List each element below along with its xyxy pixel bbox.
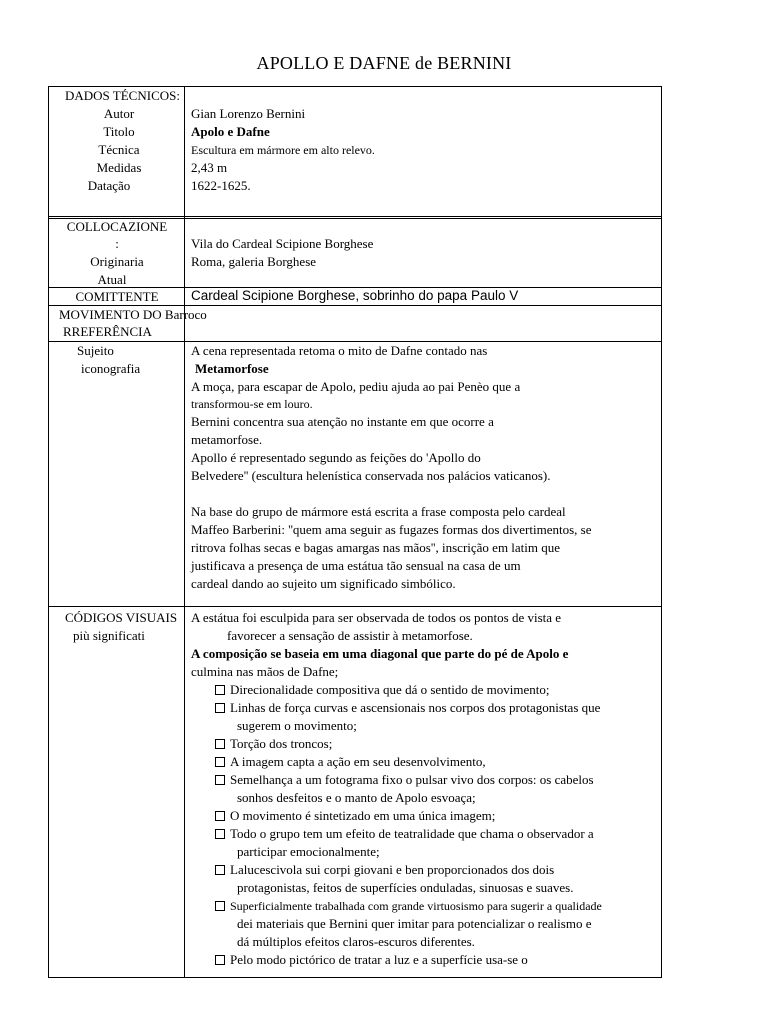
- bullet-continuation: sugerem o movimento;: [237, 718, 357, 733]
- bullet-box-icon: [215, 811, 225, 821]
- bullet-continuation: sonhos desfeitos e o manto de Apolo esvoaça;: [237, 790, 476, 805]
- piu-significati-label: più significati: [73, 628, 145, 643]
- sujeito-line: transformou-se em louro.: [191, 397, 313, 411]
- sujeito-line: Apollo é representado segundo as feições do 'Apollo do: [191, 450, 481, 465]
- bullet-box-icon: [215, 703, 225, 713]
- collocazione-atual: Roma, galeria Borghese: [191, 254, 317, 269]
- page-title: APOLLO E DAFNE de BERNINI: [256, 53, 512, 73]
- row-divider: [49, 216, 661, 217]
- bullet-box-icon: [215, 775, 225, 785]
- movimento-label: MOVIMENTO DO Barroco: [59, 307, 207, 322]
- bullet-continuation: dei materiais que Bernini quer imitar para potencializar o realismo e: [237, 916, 592, 931]
- sujeito-line: A cena representada retoma o mito de Dafne contado nas: [191, 343, 488, 358]
- sujeito-line-metamorfose: Metamorfose: [195, 361, 269, 376]
- bullet-item: Lalucescivola sui corpi giovani e ben proporcionados dos dois: [215, 861, 554, 879]
- bullet-continuation: participar emocionalmente;: [237, 844, 380, 859]
- bullet-item: Superficialmente trabalhada com grande virtuosismo para sugerir a qualidade: [215, 897, 602, 915]
- sujeito-line: Belvedere'' (escultura helenística conservada nos palácios vaticanos).: [191, 468, 551, 483]
- iconografia-label: iconografia: [81, 361, 141, 376]
- collocazione-label: COLLOCAZIONE: [66, 219, 168, 234]
- collocazione-originaria: Vila do Cardeal Scipione Borghese: [191, 236, 374, 251]
- bullet-box-icon: [215, 865, 225, 875]
- sujeito-line: Maffeo Barberini: ''quem ama seguir as fugazes formas dos divertimentos, se: [191, 522, 592, 537]
- dados-value-titolo: Apolo e Dafne: [191, 124, 270, 139]
- dados-value-medidas: 2,43 m: [191, 160, 228, 175]
- sujeito-line: metamorfose.: [191, 432, 263, 447]
- bullet-continuation: protagonistas, feitos de superfícies onduladas, sinuosas e suaves.: [237, 880, 574, 895]
- dados-label-autor: Autor: [103, 106, 135, 121]
- dados-label-datacao: Datação: [87, 178, 131, 193]
- referencia-label: RREFERÊNCIA: [63, 324, 152, 339]
- info-table: [48, 86, 662, 978]
- bullet-item: Linhas de força curvas e ascensionais nos corpos dos protagonistas que: [215, 699, 600, 717]
- sujeito-line: A moça, para escapar de Apolo, pediu ajuda ao pai Penèo que a: [191, 379, 521, 394]
- column-divider: [184, 87, 185, 977]
- dados-value-tecnica: Escultura em mármore em alto relevo.: [191, 143, 375, 157]
- codigos-label: CÓDIGOS VISUAIS: [65, 610, 178, 625]
- sujeito-line: ritrova folhas secas e bagas amargas nas mãos'', inscrição em latim que: [191, 540, 561, 555]
- bullet-item: Semelhança a um fotograma fixo o pulsar vivo dos corpos: os cabelos: [215, 771, 594, 789]
- codigos-intro-line: culmina nas mãos de Dafne;: [191, 664, 339, 679]
- bullet-item: Pelo modo pictórico de tratar a luz e a superfície usa-se o: [215, 951, 528, 969]
- sujeito-label: Sujeito: [77, 343, 114, 358]
- bullet-item: Todo o grupo tem um efeito de teatralidade que chama o observador a: [215, 825, 594, 843]
- bullet-box-icon: [215, 829, 225, 839]
- dados-label-medidas: Medidas: [96, 160, 142, 175]
- bullet-item: O movimento é sintetizado em uma única imagem;: [215, 807, 495, 825]
- bullet-continuation: dá múltiplos efeitos claros-escuros diferentes.: [237, 934, 475, 949]
- dados-label-titolo: Titolo: [103, 124, 135, 139]
- collocazione-label-atual: Atual: [97, 272, 127, 287]
- bullet-item: Torção dos troncos;: [215, 735, 332, 753]
- bullet-box-icon: [215, 901, 225, 911]
- collocazione-colon: :: [115, 236, 119, 251]
- dados-label-tecnica: Técnica: [98, 142, 140, 157]
- collocazione-label-originaria: Originaria: [90, 254, 144, 269]
- bullet-box-icon: [215, 685, 225, 695]
- sujeito-line: justificava a presença de uma estátua tão sensual na casa de um: [191, 558, 521, 573]
- codigos-intro-line: A estátua foi esculpida para ser observada de todos os pontos de vista e: [191, 610, 562, 625]
- bullet-box-icon: [215, 739, 225, 749]
- dados-value-datacao: 1622-1625.: [191, 178, 251, 193]
- bullet-box-icon: [215, 757, 225, 767]
- comittente-label: COMITTENTE: [75, 289, 159, 304]
- comittente-value: Cardeal Scipione Borghese, sobrinho do papa Paulo V: [191, 288, 519, 303]
- dados-header: DADOS TÉCNICOS:: [65, 88, 180, 103]
- codigos-intro-line: favorecer a sensação de assistir à metamorfose.: [227, 628, 473, 643]
- dados-value-autor: Gian Lorenzo Bernini: [191, 106, 306, 121]
- sujeito-line: Bernini concentra sua atenção no instante em que ocorre a: [191, 414, 494, 429]
- codigos-intro-bold: A composição se baseia em uma diagonal que parte do pé de Apolo e: [191, 646, 569, 661]
- sujeito-line: cardeal dando ao sujeito um significado simbólico.: [191, 576, 456, 591]
- sujeito-line: Na base do grupo de mármore está escrita a frase composta pelo cardeal: [191, 504, 566, 519]
- bullet-box-icon: [215, 955, 225, 965]
- bullet-item: Direcionalidade compositiva que dá o sentido de movimento;: [215, 681, 550, 699]
- row-divider: [49, 606, 661, 607]
- bullet-item: A imagem capta a ação em seu desenvolvimento,: [215, 753, 486, 771]
